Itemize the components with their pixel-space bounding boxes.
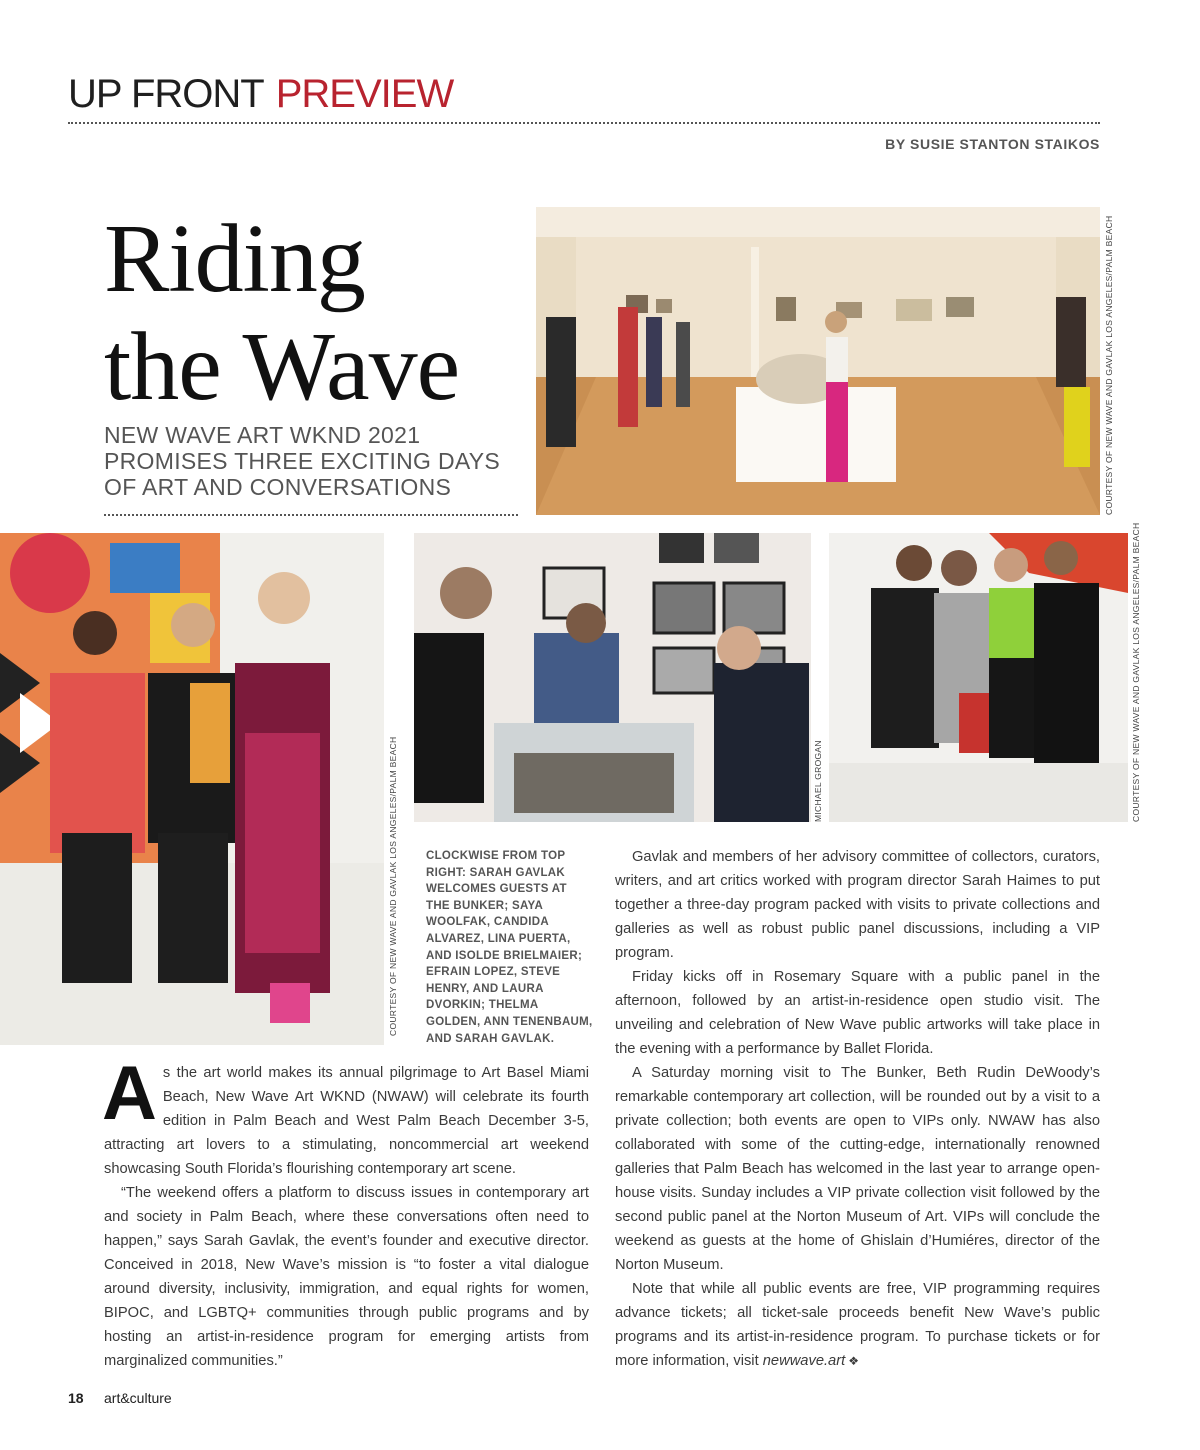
body-paragraph-6 (615, 1277, 1100, 1373)
gallery-photo (536, 207, 1100, 515)
end-mark-icon: ❖ (848, 1354, 859, 1368)
body-column-left (102, 1051, 589, 1373)
gallery-visitors-photo (414, 533, 811, 822)
drop-cap: A (102, 1051, 157, 1136)
gallery-photo-credit: COURTESY OF NEW WAVE AND GAVLAK LOS ANGELES/PALM BEACH (1104, 215, 1114, 515)
byline: BY SUSIE STANTON STAIKOS (885, 136, 1100, 152)
body-paragraph-5: A Saturday morning visit to The Bunker, Beth Rudin DeWoody’s remarkable contemporary art collection, will be rounded out by a visit to a private collection; both events are open to VIPs only. NWAW has also collaborated with some of the cutting-edge, internationally renowned galleries that Palm Beach has welcomed in the last year to arrange open-house visits. Sunday includes a VIP private collection visit followed by the second public panel at the Norton Museum of Art. VIPs will conclude the weekend as guests at the home of Ghislain d’Humiéres, director of the Norton Museum. (615, 1065, 1100, 1273)
section-header (68, 72, 453, 116)
subtitle-line-3: OF ART AND CONVERSATIONS (104, 474, 452, 500)
title-line-2: the Wave (104, 313, 460, 421)
title-line-1: Riding (104, 205, 365, 313)
four-women-photo-credit: COURTESY OF NEW WAVE AND GAVLAK LOS ANGELES/PALM BEACH (1131, 522, 1141, 822)
body-paragraph-6-text: Note that while all public events are free, VIP programming requires advance tickets; all ticket-sale proceeds benefit New Wave’s public programs and its artist-in-residence program. To purchase tickets or for more information, visit (615, 1281, 1100, 1369)
title-divider (104, 514, 518, 516)
subtitle-line-2: PROMISES THREE EXCITING DAYS (104, 448, 501, 474)
body-paragraph-1-text: s the art world makes its annual pilgrimage to Art Basel Miami Beach, New Wave Art WKND (NWAW) will celebrate its fourth edition in Palm Beach and West Palm Beach December 3-5, attracting art lovers to a stimulating, noncommercial art weekend showcasing South Florida’s flourishing contemporary art scene. (104, 1065, 589, 1177)
three-women-photo-credit: COURTESY OF NEW WAVE AND GAVLAK LOS ANGELES/PALM BEACH (388, 736, 398, 1036)
photo-caption: CLOCKWISE FROM TOP RIGHT: SARAH GAVLAK WELCOMES GUESTS AT THE BUNKER; SAYA WOOLFAK, CANDIDA ALVAREZ, LINA PUERTA, AND ISOLDE BRIELMAIER; EFRAIN LOPEZ, STEVE HENRY, AND LAURA DVORKIN; THELMA GOLDEN, ANN TENENBAUM, AND SARAH GAVLAK. (426, 850, 593, 1045)
body-paragraph-2: “The weekend offers a platform to discuss issues in contemporary art and society in Palm Beach, where these conversations often need to happen,” says Sarah Gavlak, the event’s founder and executive director. Conceived in 2018, New Wave’s mission is “to foster a vital dialogue around diversity, inclusivity, immigration, and equal rights for women, BIPOC, and LGBTQ+ communities through public programs and by hosting an artist-in-residence program for emerging artists from marginalized communities.” (104, 1185, 589, 1369)
body-paragraph-4: Friday kicks off in Rosemary Square with a public panel in the afternoon, followed by an artist-in-residence open studio visit. The unveiling and celebration of New Wave public artworks will take place in the evening with a performance by Ballet Florida. (615, 969, 1100, 1057)
gallery-visitors-photo-credit: MICHAEL GROGAN (813, 740, 823, 822)
article-subtitle (104, 422, 524, 500)
header-divider (68, 122, 1100, 124)
magazine-name: art&culture (104, 1390, 172, 1406)
subsection-label: PREVIEW (275, 72, 454, 116)
body-paragraph-3: Gavlak and members of her advisory committee of collectors, curators, writers, and art critics worked with program director Sarah Haimes to put together a three-day program packed with visits to private collections and galleries as well as robust public panel discussions, including a VIP program. (615, 849, 1100, 961)
four-women-photo (829, 533, 1128, 822)
section-label: UP FRONT (68, 72, 264, 116)
three-women-photo (0, 533, 384, 1045)
body-column-right (615, 845, 1100, 1373)
body-paragraph-1 (102, 1051, 589, 1181)
page-number: 18 (68, 1390, 84, 1406)
article-title (104, 205, 524, 421)
website-link[interactable]: newwave.art (762, 1353, 846, 1369)
subtitle-line-1: NEW WAVE ART WKND 2021 (104, 422, 421, 448)
